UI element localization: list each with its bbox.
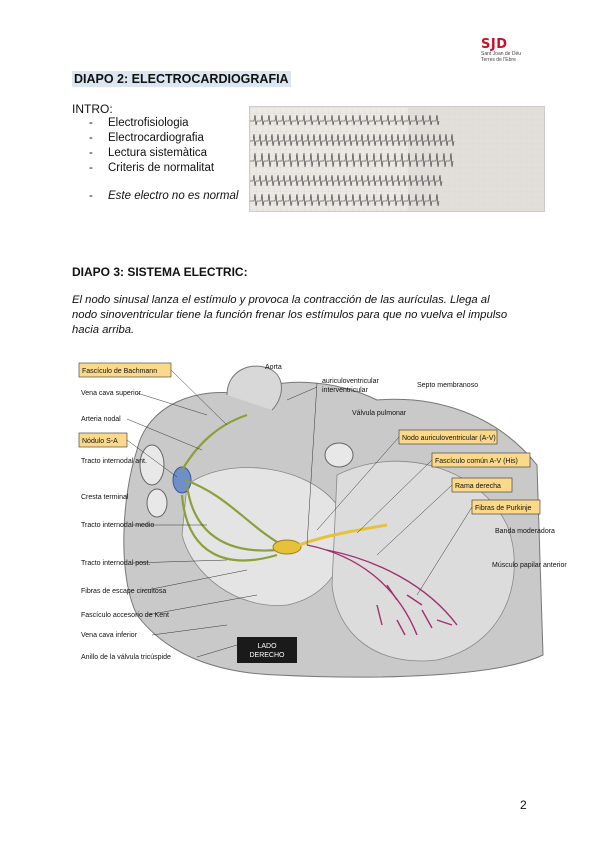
label-av-node: Nodo auriculoventricular (A-V) <box>402 435 496 442</box>
label-musculo-papilar: Músculo papilar anterior <box>492 562 567 569</box>
label-vena-cava-inferior: Vena cava inferior <box>81 632 138 639</box>
logo-mark: SJD <box>481 37 508 52</box>
list-item: - Electrofisiologia <box>89 117 189 129</box>
intro-list <box>89 116 214 176</box>
label-tracto-medio: Tracto internodal medio <box>81 522 155 529</box>
logo-subtitle-1: Sant Joan de Déu <box>481 51 522 57</box>
label-sa-node: Nódulo S-A <box>82 438 118 445</box>
section2-title: DIAPO 3: SISTEMA ELECTRIC: <box>72 265 248 279</box>
section1-title: DIAPO 2: ELECTROCARDIOGRAFIA <box>74 72 289 86</box>
label-interventricular: interventricular <box>322 387 368 394</box>
intro-label: INTRO: <box>72 102 113 116</box>
label-septo-membranoso: Septo membranoso <box>417 382 479 389</box>
label-cresta-terminal: Cresta terminal <box>81 494 129 501</box>
sjd-logo <box>481 38 551 63</box>
label-valvula-pulmonar: Válvula pulmonar <box>352 410 407 417</box>
logo-subtitle-2: Terres de l'Ebre <box>481 57 516 63</box>
side-label-1: LADO <box>257 643 277 650</box>
label-aorta: Aorta <box>265 364 282 371</box>
label-banda-moderadora: Banda moderadora <box>495 528 555 535</box>
label-right-bundle: Rama derecha <box>455 483 501 490</box>
list-item: - Electrocardiografia <box>89 132 204 144</box>
list-item: - Criteris de normalitat <box>89 162 215 174</box>
label-anillo-tricuspide: Anillo de la válvula tricúspide <box>81 654 171 661</box>
label-arteria-nodal: Arteria nodal <box>81 416 121 423</box>
label-tracto-ant: Tracto internodal ant. <box>81 458 147 465</box>
label-auriculoventricular: auriculoventricular <box>322 378 379 385</box>
label-tracto-post: Tracto internodal post. <box>81 560 151 567</box>
heart-conduction-diagram <box>77 355 567 682</box>
label-vena-cava-superior: Vena cava superior <box>81 390 141 397</box>
label-fibras-escape: Fibras de escape circuitosa <box>81 588 167 595</box>
ecg-strip-image <box>249 106 545 212</box>
label-bachmann: Fascículo de Bachmann <box>82 368 158 375</box>
label-his-bundle: Fascículo común A-V (His) <box>435 458 518 465</box>
ecg-note: - Este electro no es normal <box>89 190 239 202</box>
section2-paragraph: El nodo sinusal lanza el estímulo y provoca la contracción de las aurículas. Llega al nodo sinoventricular tiene la función frenar los estímulos para que no vuelva el impulso hacia arriba. <box>72 294 508 336</box>
side-label-2: DERECHO <box>249 652 285 659</box>
label-purkinje: Fibras de Purkinje <box>475 505 532 512</box>
list-item: - Lectura sistemàtica <box>89 147 208 159</box>
label-kent: Fascículo accesorio de Kent <box>81 612 169 619</box>
page-number: 2 <box>520 798 527 812</box>
